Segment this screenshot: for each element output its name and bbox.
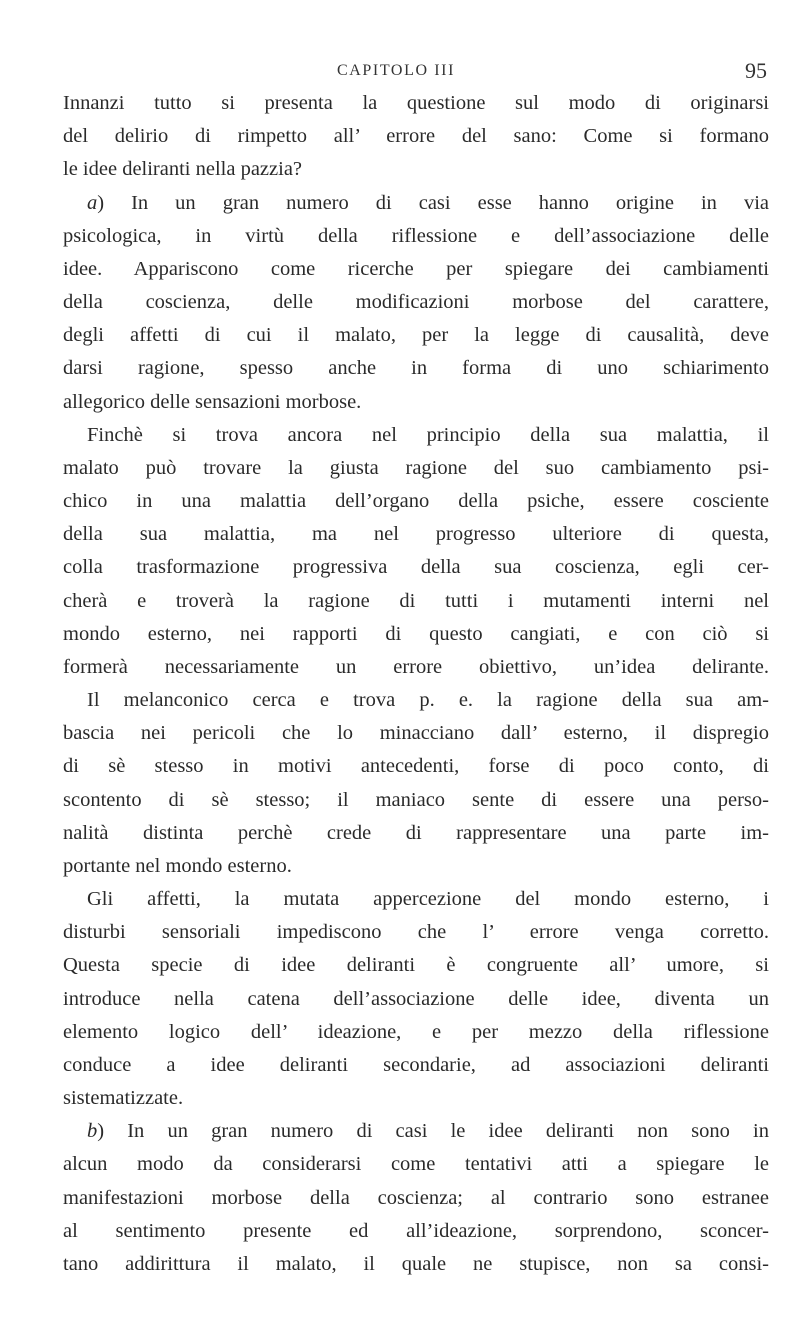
line-text: Questa specie di idee deliranti è congruente all’ umore, si: [63, 954, 769, 977]
line-text: sistematizzate.: [63, 1087, 184, 1110]
line-text: darsi ragione, spesso anche in forma di uno schiarimento: [63, 357, 769, 380]
line-text: tano addirittura il malato, il quale ne stupisce, non sa consi-: [63, 1252, 769, 1275]
line-text: Gli affetti, la mutata appercezione del mondo esterno, i: [87, 888, 769, 911]
text-line: [63, 154, 302, 184]
line-text: scontento di sè stesso; il maniaco sente di essere una perso-: [63, 788, 769, 811]
text-line: [63, 1149, 769, 1179]
text-line: [87, 188, 769, 218]
page-header: [0, 60, 800, 90]
line-text: malato può trovare la giusta ragione del suo cambiamento psi-: [63, 456, 769, 479]
text-line: [87, 685, 769, 715]
text-line: [63, 88, 769, 118]
line-text: Innanzi tutto si presenta la questione sul modo di originarsi: [63, 92, 769, 114]
text-line: [63, 1050, 769, 1080]
text-line: [63, 1216, 769, 1246]
text-line: [63, 818, 769, 848]
text-line: [63, 453, 769, 483]
text-line: [63, 785, 769, 815]
line-text: degli affetti di cui il malato, per la legge di causalità, deve: [63, 324, 769, 347]
text-line: [63, 353, 769, 383]
text-line: [63, 1017, 769, 1047]
text-line: [63, 1249, 769, 1279]
text-line: [63, 1083, 183, 1113]
text-line: [63, 984, 769, 1014]
running-head: CAPITOLO III: [337, 62, 456, 79]
text-line: [63, 254, 769, 284]
line-text: cherà e troverà la ragione di tutti i mutamenti interni nel: [63, 589, 769, 612]
line-text: del delirio di rimpetto all’ errore del sano: Come si formano: [63, 125, 769, 148]
line-text: elemento logico dell’ ideazione, e per mezzo della riflessione: [63, 1020, 769, 1043]
text-line: [63, 320, 769, 350]
line-text: Finchè si trova ancora nel principio della sua malattia, il: [87, 423, 769, 446]
text-line: [63, 121, 769, 151]
text-line: [87, 420, 769, 450]
line-text: conduce a idee deliranti secondarie, ad associazioni deliranti: [63, 1053, 769, 1076]
line-text: ) In un gran numero di casi esse hanno origine in via: [97, 191, 769, 214]
line-text: le idee deliranti nella pazzia?: [63, 158, 303, 181]
line-text: mondo esterno, nei rapporti di questo cangiati, e con ciò si: [63, 622, 769, 645]
line-text: colla trasformazione progressiva della sua coscienza, egli cer-: [63, 556, 769, 579]
line-text: bascia nei pericoli che lo minacciano dall’ esterno, il dispregio: [63, 722, 769, 745]
line-text: di sè stesso in motivi antecedenti, forse di poco conto, di: [63, 755, 769, 778]
line-text: allegorico delle sensazioni morbose.: [63, 390, 362, 413]
text-line: [63, 486, 769, 516]
line-text: chico in una malattia dell’organo della psiche, essere cosciente: [63, 490, 769, 513]
text-line: [63, 387, 361, 417]
line-text: della coscienza, delle modificazioni morbose del carattere,: [63, 291, 769, 314]
list-marker: b: [87, 1120, 98, 1143]
line-text: idee. Appariscono come ricerche per spiegare dei cambiamenti: [63, 257, 769, 280]
line-text: formerà necessariamente un errore obiettivo, un’idea delirante.: [63, 655, 769, 678]
line-text: Il melanconico cerca e trova p. e. la ragione della sua am-: [87, 689, 769, 712]
text-line: [63, 1183, 769, 1213]
line-text: al sentimento presente ed all’ideazione, sorprendono, sconcer-: [63, 1219, 769, 1242]
text-line: [63, 652, 769, 682]
text-line: [63, 950, 769, 980]
line-text: della sua malattia, ma nel progresso ulteriore di questa,: [63, 523, 769, 546]
text-line: [63, 917, 769, 947]
line-text: introduce nella catena dell’associazione delle idee, diventa un: [63, 987, 769, 1010]
line-text: psicologica, in virtù della riflessione e dell’associazione delle: [63, 224, 769, 247]
text-line: [63, 619, 769, 649]
list-marker: a: [87, 191, 98, 214]
line-text: manifestazioni morbose della coscienza; al contrario sono estranee: [63, 1186, 769, 1209]
text-line: [63, 751, 769, 781]
text-line: [63, 586, 769, 616]
text-line: [63, 851, 292, 881]
text-line: [63, 519, 769, 549]
text-line: [63, 287, 769, 317]
text-line: [63, 552, 769, 582]
line-text: nalità distinta perchè crede di rappresentare una parte im-: [63, 821, 769, 844]
line-text: disturbi sensoriali impediscono che l’ errore venga corretto.: [63, 921, 769, 944]
page-number: 95: [745, 58, 767, 83]
line-text: ) In un gran numero di casi le idee deliranti non sono in: [97, 1120, 769, 1143]
text-line: [63, 718, 769, 748]
text-line: [87, 1116, 769, 1146]
line-text: alcun modo da considerarsi come tentativi atti a spiegare le: [63, 1153, 769, 1176]
text-line: [87, 884, 769, 914]
text-line: [63, 221, 769, 251]
line-text: portante nel mondo esterno.: [63, 854, 292, 877]
